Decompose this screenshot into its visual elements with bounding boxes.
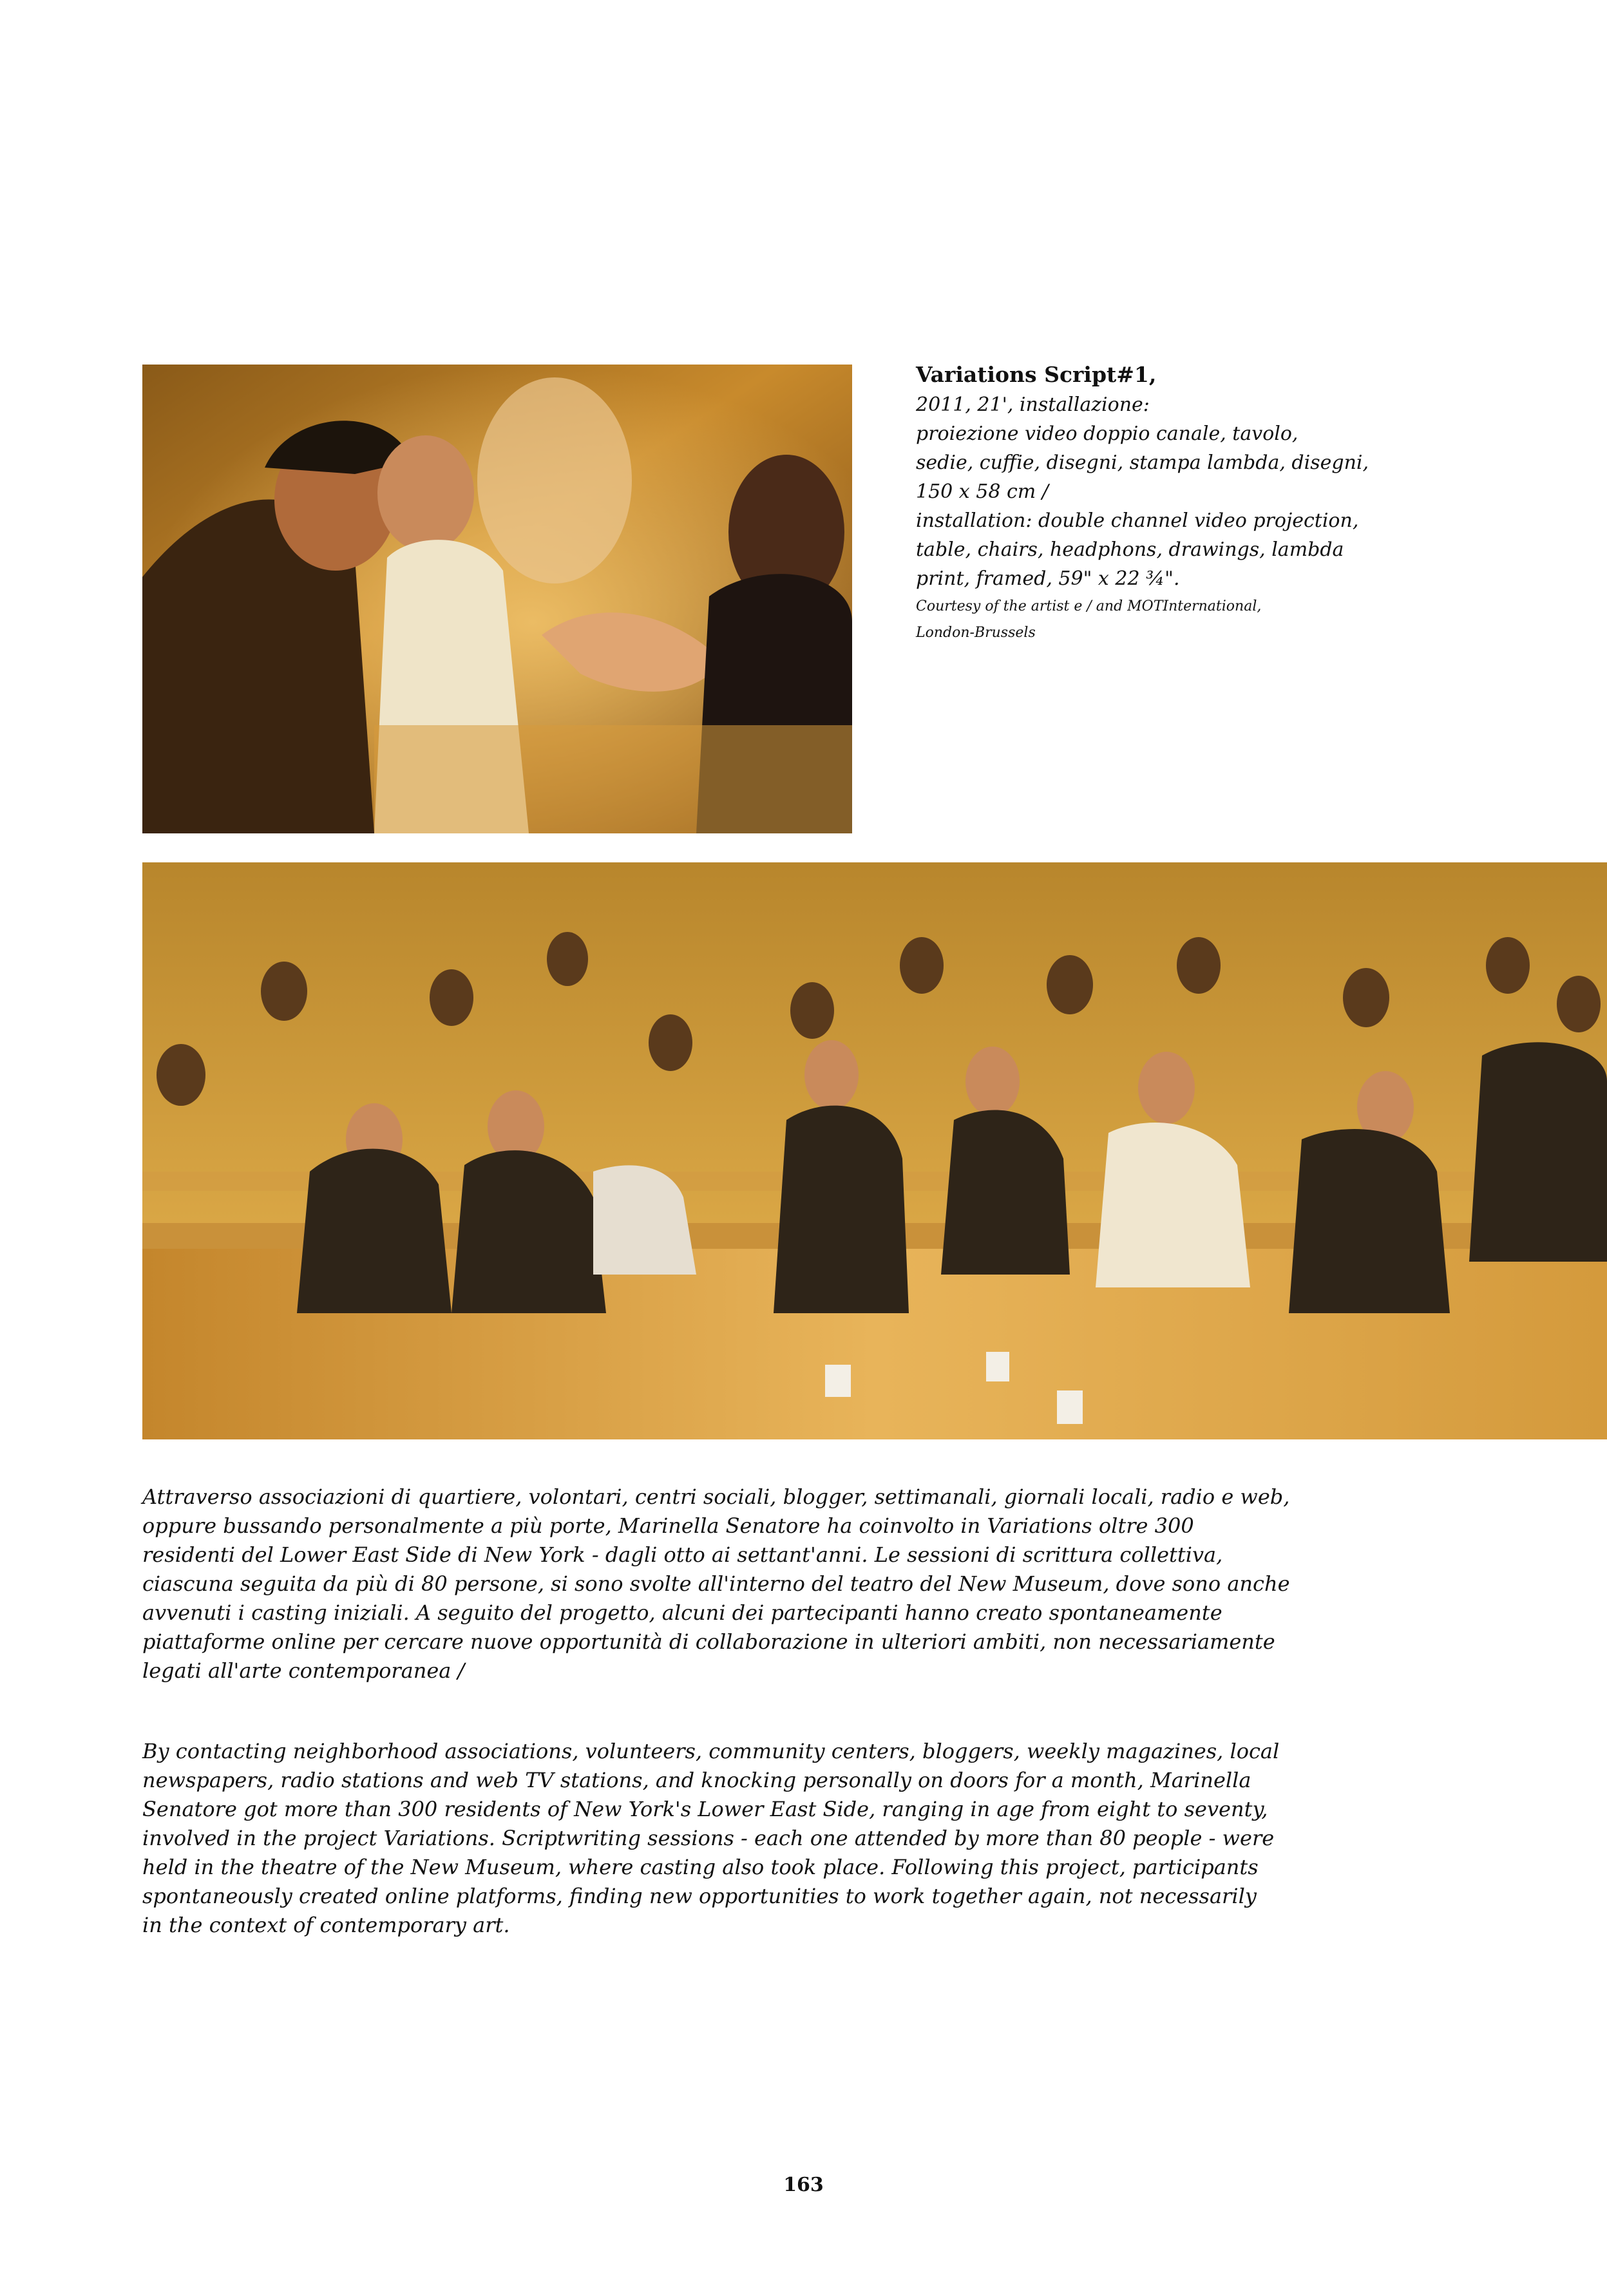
body-text-italian <box>142 1483 1405 1685</box>
body-text-english <box>142 1737 1405 1940</box>
body-line: spontaneously created online platforms, finding new opportunities to work together again, not necessarily <box>142 1884 1257 1908</box>
caption-credit: Courtesy of the artist e / and MOTInternational, <box>916 598 1262 614</box>
caption-line: sedie, cuffie, disegni, stampa lambda, disegni, <box>916 451 1369 474</box>
artwork-caption <box>916 361 1496 646</box>
caption-line: print, framed, 59" x 22 ¾". <box>916 567 1180 590</box>
caption-line: proiezione video doppio canale, tavolo, <box>916 422 1298 445</box>
body-line: ciascuna seguita da più di 80 persone, si sono svolte all'interno del teatro del New Museum, dove sono anche <box>142 1571 1290 1596</box>
photo-group-seated <box>142 862 1607 1439</box>
body-line: residenti del Lower East Side di New York - dagli otto ai settant'anni. Le sessioni di scrittura collettiva, <box>142 1542 1223 1567</box>
body-line: legati all'arte contemporanea / <box>142 1658 465 1683</box>
page-number: 163 <box>783 2174 824 2196</box>
caption-line: installation: double channel video projection, <box>916 509 1359 532</box>
body-line: oppure bussando personalmente a più porte, Marinella Senatore ha coinvolto in Variations oltre 300 <box>142 1513 1194 1538</box>
body-line: Senatore got more than 300 residents of New York's Lower East Side, ranging in age from eight to seventy, <box>142 1797 1268 1821</box>
body-line: By contacting neighborhood associations, volunteers, community centers, bloggers, weekly magazines, local <box>142 1739 1280 1763</box>
caption-line: table, chairs, headphons, drawings, lambda <box>916 538 1344 561</box>
body-line: held in the theatre of the New Museum, where casting also took place. Following this project, participants <box>142 1855 1259 1879</box>
body-line: involved in the project Variations. Scriptwriting sessions - each one attended by more than 80 people - were <box>142 1826 1275 1850</box>
caption-title: Variations Script#1, <box>916 362 1157 387</box>
caption-line: 150 x 58 cm / <box>916 480 1049 503</box>
body-line: in the context of contemporary art. <box>142 1913 510 1937</box>
body-line: Attraverso associazioni di quartiere, volontari, centri sociali, blogger, settimanali, giornali locali, radio e web, <box>142 1485 1290 1509</box>
body-line: piattaforme online per cercare nuove opportunità di collaborazione in ulteriori ambiti, non necessariamente <box>142 1629 1275 1654</box>
caption-line: 2011, 21', installazione: <box>916 394 1150 416</box>
photo-close-up-discussion <box>142 365 852 833</box>
body-line: newspapers, radio stations and web TV stations, and knocking personally on doors for a month, Marinella <box>142 1768 1251 1792</box>
caption-credit: London-Brussels <box>916 625 1036 641</box>
body-line: avvenuti i casting iniziali. A seguito del progetto, alcuni dei partecipanti hanno creato spontaneamente <box>142 1600 1222 1625</box>
